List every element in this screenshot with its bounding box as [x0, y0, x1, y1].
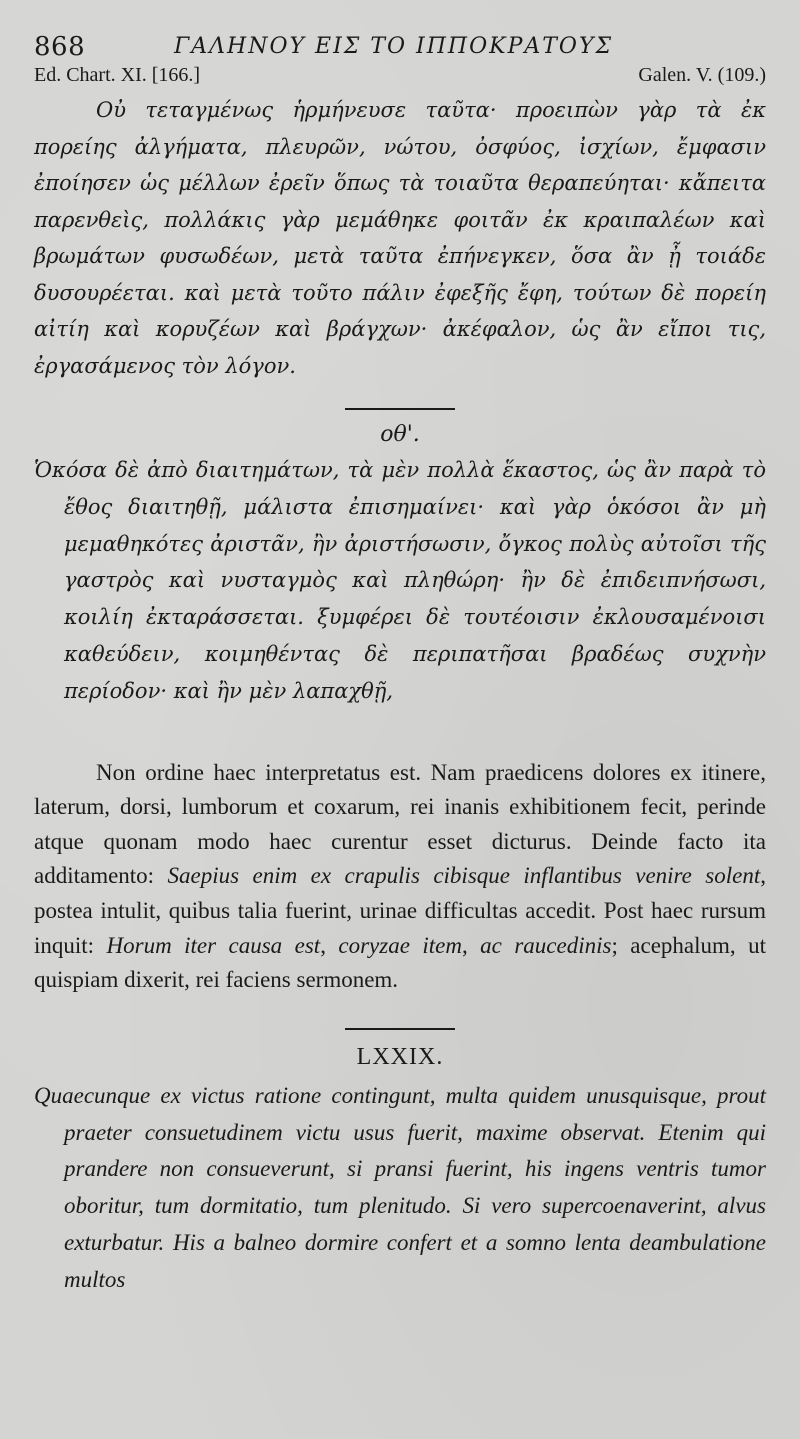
greek-commentary-paragraph: Οὐ τεταγμένως ἡρμήνευσε ταῦτα· προειπὼν γὰρ τὰ ἐκ πορείης ἀλγήματα, πλευρῶν, νώτου, ὀσφύος, ἰσχίων, ἔμφασιν ἐποίησεν ὡς μέλλων ἐρεῖν ὅπως τὰ τοιαῦτα θεραπεύηται· κἄπειτα παρενθεὶς, πολλάκις γὰρ μεμάθηκε φοιτᾶν ἐκ κραιπαλέων καὶ βρωμάτων φυσωδέων, μετὰ ταῦτα ἐπήνεγκεν, ὅσα ἂν ᾖ τοιάδε δυσουρέεται. καὶ μετὰ τοῦτο πάλιν ἐφεξῆς ἔφη, τούτων δὲ πορείη αἰτίη καὶ κορυζέων καὶ βράγχων· ἀκέφαλον, ὡς ἂν εἴποι τις, ἐργασάμενος τὸν λόγον.: [34, 98, 766, 378]
page-header: [34, 28, 766, 64]
latin-quotation: Horum iter causa est: [106, 932, 321, 958]
greek-section-number: οθ'.: [380, 422, 420, 447]
latin-text-run: Non ordine haec interpretatus est. Nam praedicens dolores ex itinere, laterum, dorsi, lumborum et coxarum, rei inanis exhibitionem fecit, perinde atque quonam modo haec curentur esset dicturus. Deinde facto ita additamento:: [34, 759, 766, 889]
section-divider: [345, 408, 455, 410]
greek-aphorism-paragraph: Ὁκόσα δὲ ἀπὸ διαιτημάτων, τὰ μὲν πολλὰ ἕκαστος, ὡς ἂν παρὰ τὸ ἔθος διαιτηθῇ, μάλιστα ἐπισημαίνει· καὶ γὰρ ὁκόσοι ἂν μὴ μεμαθηκότες ἀριστᾶν, ἢν ἀριστήσωσιν, ὄγκος πολὺς αὐτοῖσι τῆς γαστρὸς καὶ νυσταγμὸς καὶ πληθώρη· ἢν δὲ ἐπιδειπνήσωσι, κοιλίη ἐκταράσσεται. ξυμφέρει δὲ τουτέοισιν ἐκλουσαμένοισι καθεύδειν, κοιμηθέντας δὲ περιπατῆσαι βραδέως συχνὴν περίοδον· καὶ ἢν μὲν λαπαχθῇ,: [34, 458, 766, 703]
latin-text-run: ,: [461, 932, 481, 958]
latin-text-run: , postea intulit, quibus talia fuerint, urinae difficultas accedit. Post haec rursum inquit:: [34, 863, 766, 958]
page-number: 868: [34, 32, 86, 62]
edition-reference-right: Galen. V. (109.): [638, 64, 766, 86]
latin-quotation: Saepius enim ex crapulis cibisque inflantibus venire solent: [167, 863, 761, 889]
latin-commentary: [34, 756, 766, 998]
running-head: ΓΑΛΗΝΟΥ ΕΙΣ ΤΟ ΙΠΠΟΚΡΑΤΟΥΣ: [174, 34, 614, 59]
edition-reference-left: Ed. Chart. XI. [166.]: [34, 64, 201, 86]
latin-quotation: coryzae item: [338, 932, 462, 958]
section-divider: [345, 1028, 455, 1030]
greek-commentary: [34, 92, 766, 384]
latin-commentary-paragraph: [34, 756, 766, 998]
latin-aphorism: [34, 1078, 766, 1299]
latin-quotation: ac raucedinis: [480, 932, 612, 958]
latin-text-run: ,: [320, 932, 339, 958]
latin-aphorism-paragraph: Quaecunque ex victus ratione contingunt, multa quidem unusquisque, prout praeter consuetudinem victu usus fuerit, maxime observat. Etenim qui prandere non consueverunt, si pransi fuerint, his ingens ventris tumor oboritur, tum dormitatio, tum plenitudo. Si vero supercoenaverint, alvus exturbatur. His a balneo dormire confert et a somno lenta deambulatione multos: [34, 1082, 766, 1292]
latin-section-number: LXXIX.: [356, 1043, 444, 1070]
edition-reference-line: [34, 64, 766, 92]
latin-text-run: ; acephalum, ut quispiam dixerit, rei faciens sermonem.: [34, 932, 766, 993]
greek-aphorism: [34, 452, 766, 710]
